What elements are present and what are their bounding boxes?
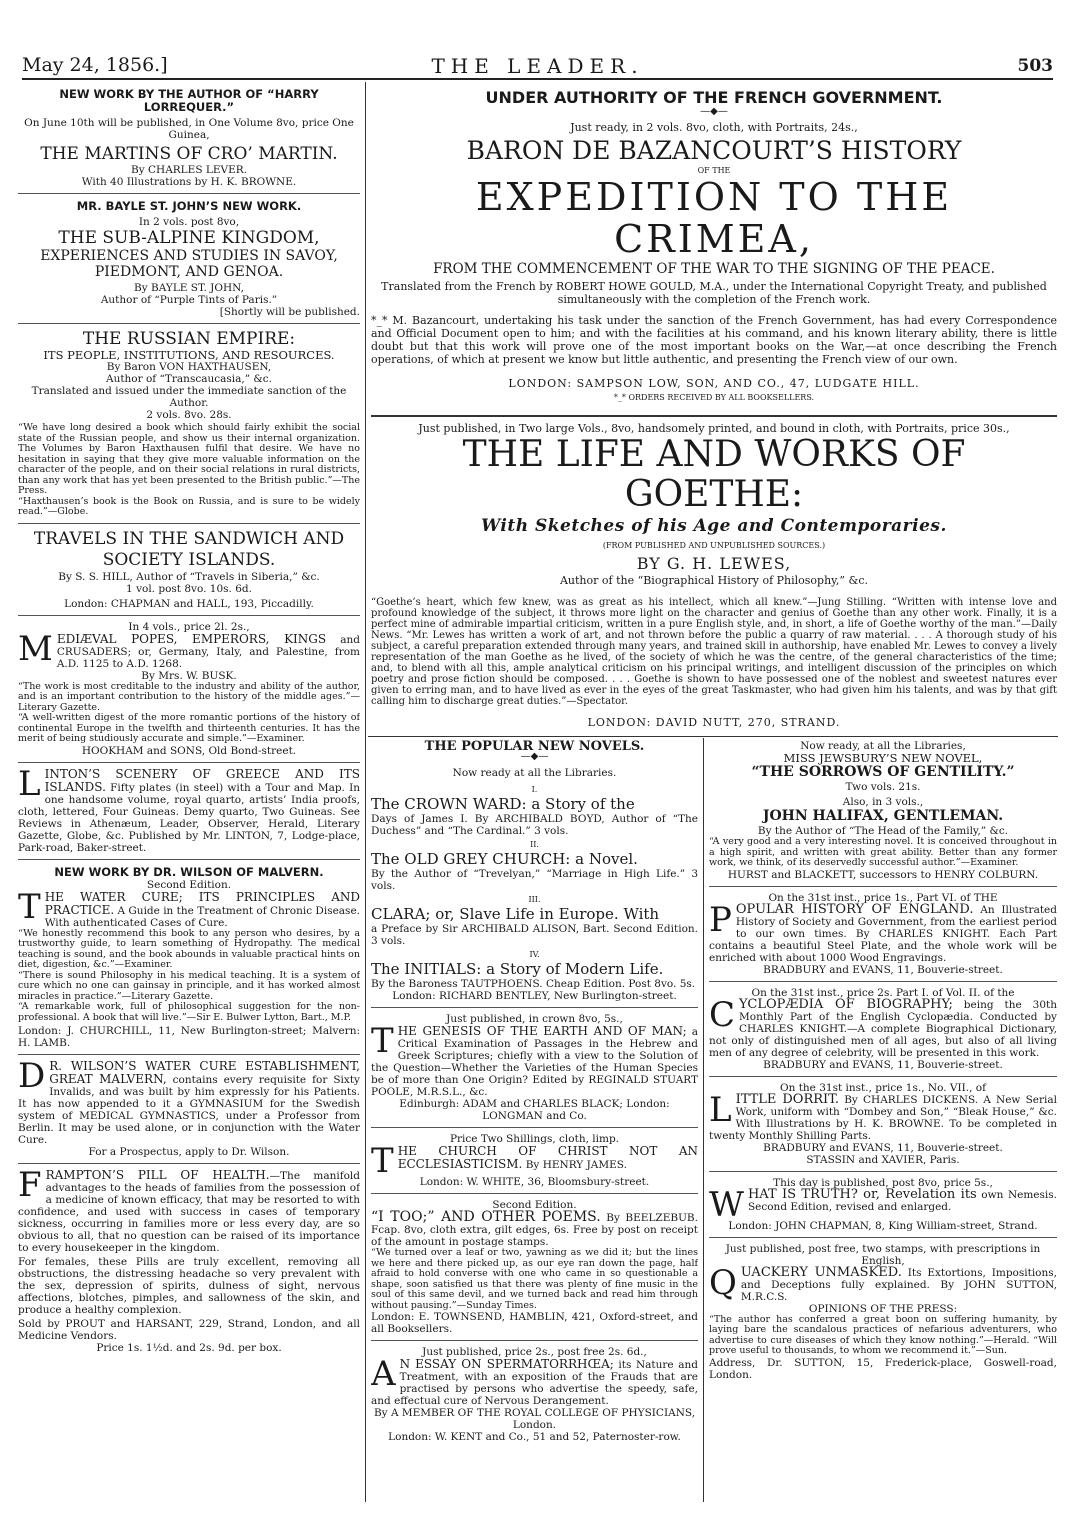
- ad-note: Author of “Purple Tints of Paris.”: [100, 294, 278, 306]
- ad-intro: Just published, in Two large Vols., 8vo, handsomely printed, and bound in cloth, with Portraits, price 30s.,: [418, 422, 1010, 435]
- novel-text: By the Baroness TAUTPHOENS. Cheap Edition. Post 8vo. 5s.: [371, 978, 696, 990]
- ad-publisher: London: J. CHURCHILL, 11, New Burlington-street; Malvern: H. LAMB.: [18, 1025, 360, 1049]
- divider: [709, 1171, 1057, 1172]
- ad-note: (FROM PUBLISHED AND UNPUBLISHED SOURCES.): [602, 541, 826, 550]
- ad-travels-sandwich: [18, 529, 360, 610]
- drop-cap: L: [709, 1089, 732, 1130]
- ad-subtitle: FROM THE COMMENCEMENT OF THE WAR TO THE SIGNING OF THE PEACE.: [433, 261, 995, 277]
- ad-edition: Second Edition.: [146, 878, 232, 891]
- ad-text: Fifty plates (in steel) with a Tour and Map. In one handsome volume, royal quarto, artists’ India proofs, cloth, lettered, Four Guineas. Demy quarto, Two Guineas. See Reviews in Athenæum, Leader, Observer, Herald, Literary Gazette, Globe, &c. Published by Mr. LINTON, 7, Lodge-place, Park-road, Baker-street.: [18, 781, 360, 854]
- divider: [371, 1127, 698, 1128]
- ad-price: Just published, in crown 8vo, 5s.,: [446, 1013, 623, 1025]
- ad-heading: UNDER AUTHORITY OF THE FRENCH GOVERNMENT.: [485, 88, 943, 107]
- ad-what-is-truth: [709, 1177, 1057, 1232]
- ad-publisher: BRADBURY and EVANS, 11, Bouverie-street.: [763, 963, 1003, 976]
- ad-publisher: London: W. WHITE, 36, Bloomsbury-street.: [419, 1176, 650, 1188]
- ad-publisher: Address, Dr. SUTTON, 15, Frederick-place, Goswell-road, London.: [709, 1356, 1057, 1381]
- ad-publisher: Edinburgh: ADAM and CHARLES BLACK; London: LONGMAN and Co.: [399, 1098, 670, 1122]
- ad-title: INTON’S SCENERY OF GREECE AND ITS ISLANDS.: [44, 766, 360, 794]
- novels-column: [371, 740, 698, 1500]
- ad-church-of-christ: [371, 1133, 698, 1188]
- review-quote: “There is sound Philosophy in his medical teaching. It is a system of cure which no one can gainsay in principle, and it has worked almost miracles in practice.”—Literary Gazette.: [18, 969, 360, 1002]
- ad-subtitle: ITS PEOPLE, INSTITUTIONS, AND RESOURCES.: [43, 348, 335, 362]
- novel-title: The OLD GREY CHURCH: a Novel.: [371, 850, 638, 868]
- ad-publisher: HOOKHAM and SONS, Old Bond-street.: [81, 744, 297, 757]
- ad-publisher: London: W. KENT and Co., 51 and 52, Paternoster-row.: [388, 1431, 681, 1443]
- review-quote: “We turned over a leaf or two, yawning as we did it; but the lines we here and there picked up, as our eye ran down the page, half afraid to hold converse with one who came in so questionable a shape, soon satisfied us that there was plenty of fine music in the soul of this same devil, and we turned back and read him through without pausing.”—Sunday Times.: [371, 1247, 698, 1311]
- ad-heading: NEW WORK BY THE AUTHOR OF “HARRY LORREQUER.”: [59, 88, 319, 114]
- ad-publisher: HURST and BLACKETT, successors to HENRY COLBURN.: [727, 868, 1039, 881]
- ad-wilson-water-cure: [18, 865, 360, 1050]
- column-divider: [703, 738, 704, 1502]
- ad-title: YCLOPÆDIA OF BIOGRAPHY;: [739, 996, 953, 1012]
- ad-text: and CRUSADERS; or, Germany, Italy, and Palestine, from A.D. 1125 to A.D. 1268.: [56, 633, 360, 670]
- ad-linton-greece: [18, 763, 360, 854]
- ad-title: “I TOO;” AND OTHER POEMS.: [371, 1209, 601, 1225]
- ad-cyclopaedia: [709, 987, 1057, 1071]
- drop-cap: T: [371, 1141, 394, 1181]
- drop-cap: C: [709, 994, 736, 1035]
- ad-heading: NEW WORK BY DR. WILSON OF MALVERN.: [54, 864, 324, 879]
- ad-note: [Shortly will be published.: [219, 306, 360, 318]
- ad-subtitle: With Sketches of his Age and Contemporaries.: [481, 516, 947, 536]
- ad-subtitle: EXPERIENCES AND STUDIES IN SAVOY, PIEDMONT, AND GENOA.: [40, 248, 338, 280]
- ad-price: 1 vol. post 8vo. 10s. 6d.: [126, 582, 252, 595]
- right-lower-column: [709, 740, 1057, 1500]
- ad-title: RAMPTON’S PILL OF HEALTH.: [45, 1168, 270, 1182]
- ad-author: BY G. H. LEWES,: [636, 554, 792, 573]
- review-quote: “Goethe’s heart, which few knew, was as great as his intellect, which all knew.”—Jung Stilling. “Written with intense love and profound knowledge of the subject, it throws more light on the character and genius of Goethe than any other work. Finally, it is a perfect mine of admirable impartial criticism, written in a pure English style, and, in short, a life of Goethe worthy of the man.”—Daily News. “Mr. Lewes has written a work of art, and not thrown before the public a quarry of raw material. . . . A thorough study of his subject, a careful preparation extended through many years, and trained skill in authorship, have enabled Mr. Lewes to convey a lively representation of the man Goethe as he lived, of the society of which he was the centre, of the general characteristics of the time; and, to blend with all this, ample analytical criticism on his principal writings, and intelligent discussion of the principles on which poetry and prose fiction should be composed. . . . Goethe is shown to have possessed one of the noblest and sweetest natures ever given to erring man, and to have lived as ever in the eyes of the great Taskmaster, who had given him his talents, and was by that gift calling him to discharge great duties.”—Spectator.: [371, 597, 1057, 707]
- ad-author: By A MEMBER OF THE ROYAL COLLEGE OF PHYSICIANS, London.: [373, 1407, 696, 1431]
- novel-text: By the Author of “Trevelyan,” “Marriage in High Life.” 3 vols.: [371, 868, 698, 892]
- ad-popular-history: [709, 892, 1057, 976]
- ad-title: HE GENESIS OF THE EARTH AND OF MAN;: [397, 1024, 687, 1038]
- review-quote: “Haxthausen’s book is the Book on Russia, and is sure to be widely read.”—Globe.: [18, 495, 360, 517]
- novel-title: The CROWN WARD: a Story of the: [371, 795, 635, 813]
- ad-note: Translated and issued under the immediate sanction of the Author.: [31, 385, 347, 409]
- ad-title: UACKERY UNMASKED.: [740, 1264, 902, 1280]
- drop-cap: F: [18, 1165, 42, 1205]
- ad-essay: [371, 1346, 698, 1443]
- ad-text: a Critical Examination of Passages in the Hebrew and Greek Scriptures; chiefly with a view to the Solution of the Question—Whether the Varieties of the Human Species be of more than One Origin? Edited by REGINALD STUART POOLE, M.R.S.L., &c.: [371, 1026, 698, 1098]
- drop-cap: A: [371, 1354, 396, 1394]
- ad-title: THE RUSSIAN EMPIRE:: [82, 329, 296, 349]
- ad-publisher: London: JOHN CHAPMAN, 8, King William-street, Strand.: [728, 1219, 1038, 1232]
- divider: [371, 1340, 698, 1341]
- drop-cap: W: [709, 1184, 744, 1225]
- issue-date: May 24, 1856.]: [22, 54, 168, 76]
- column-divider: [365, 82, 366, 1502]
- ad-price: 2 vols. 8vo. 28s.: [146, 409, 232, 421]
- drop-cap: P: [709, 899, 732, 940]
- drop-cap: Q: [709, 1262, 737, 1303]
- ad-title: EDIÆVAL POPES, EMPERORS, KINGS: [56, 631, 327, 646]
- ad-intro: Just published, post free, two stamps, with prescriptions in English,: [725, 1242, 1041, 1267]
- ad-author: By BAYLE ST. JOHN,: [134, 282, 244, 294]
- drop-cap: M: [18, 628, 53, 669]
- ad-price: Price 1s. 1½d. and 2s. 9d. per box.: [96, 1342, 282, 1354]
- ad-medieval-popes: [18, 621, 360, 757]
- ad-goethe: [371, 423, 1057, 729]
- ad-author: By Mrs. W. BUSK.: [141, 669, 237, 682]
- ad-price: In 4 vols., price 2l. 2s.,: [128, 620, 250, 633]
- drop-cap: L: [18, 763, 41, 804]
- review-quote: “The author has conferred a great boon on suffering humanity, by laying bare the scandalous practices of nefarious adventurers, who advertise to cure diseases of which they know nothing.”—Herald. “Will prove useful to thousands, to whom we recommend it.”—Sun.: [709, 1313, 1057, 1356]
- page-number: 503: [1017, 56, 1053, 76]
- divider: [18, 859, 360, 860]
- ad-intro: On the 31st inst., price 1s., Part VI. of THE: [768, 891, 998, 904]
- ad-title: R. WILSON’S WATER CURE ESTABLISHMENT, GREAT MALVERN,: [49, 1059, 360, 1086]
- ad-text: By CHARLES DICKENS. A New Serial Work, uniform with “Dombey and Son,” “Bleak House,” &c. With Illustrations by H. K. BROWNE. To be completed in twenty Monthly Shilling Parts.: [709, 1093, 1057, 1142]
- review-quote: “A well-written digest of the more romantic portions of the history of continental Europe in the twelfth and thirteenth centuries. It has the merit of being studiously accurate and simple.”—Examiner.: [18, 712, 360, 744]
- divider: [18, 193, 360, 194]
- review-quote: “The work is most creditable to the industry and ability of the author, and is an important contribution to the history of the middle ages.”—Literary Gazette.: [18, 680, 360, 713]
- drop-cap: T: [18, 886, 41, 927]
- ad-text: A Guide in the Treatment of Chronic Disease. With authenticated Cases of Cure.: [44, 904, 360, 929]
- review-quote: “A remarkable work, full of philosophical suggestion for the non-professional. A book that will live.”—Sir E. Bulwer Lytton, Bart., M.P.: [18, 1001, 360, 1023]
- ad-author: By the Author of “The Head of the Family,” &c.: [757, 825, 1009, 837]
- ad-title: TRAVELS IN THE SANDWICH AND SOCIETY ISLANDS.: [33, 528, 345, 570]
- ad-publisher: LONDON: DAVID NUTT, 270, STRAND.: [587, 716, 841, 729]
- ad-note: Author of the “Biographical History of Philosophy,” &c.: [559, 574, 868, 587]
- ad-text: its Nature and Treatment, with an exposition of the Frauds that are practised by persons who advertise the speedy, safe, and effectual cure of Nervous Derangement.: [371, 1359, 698, 1407]
- ad-intro: In 2 vols. post 8vo,: [138, 216, 240, 228]
- ad-title: “THE SORROWS OF GENTILITY.”: [751, 764, 1015, 780]
- ad-title: HE WATER CURE; ITS PRINCIPLES AND PRACTICE.: [44, 889, 360, 917]
- ad-frampton-pill: [18, 1165, 360, 1354]
- novel-text: a Preface by Sir ARCHIBALD ALISON, Bart. Second Edition. 3 vols.: [371, 923, 698, 947]
- ad-title: THE MARTINS OF CRO’ MARTIN.: [40, 144, 338, 164]
- ad-intro: This day is published, post 8vo, price 5s.,: [773, 1176, 993, 1189]
- ad-quackery: [709, 1243, 1057, 1381]
- ad-heading: THE POPULAR NEW NOVELS.: [424, 740, 645, 754]
- ad-title: OPULAR HISTORY OF ENGLAND.: [735, 901, 974, 917]
- ad-price: Just published, price 2s., post free 2s. 6d.,: [422, 1346, 647, 1358]
- divider: [18, 762, 360, 763]
- ad-note: OF THE: [697, 166, 731, 175]
- ad-intro: Now ready, at all the Libraries,: [800, 740, 966, 752]
- ad-publisher: LONDON: SAMPSON LOW, SON, AND CO., 47, LUDGATE HILL.: [508, 377, 920, 390]
- ad-intro: Also, in 3 vols.,: [842, 796, 924, 808]
- ad-price: Price Two Shillings, cloth, limp.: [449, 1133, 620, 1145]
- ad-heading: MR. BAYLE ST. JOHN’S NEW WORK.: [76, 199, 302, 213]
- divider: [709, 981, 1057, 982]
- ad-genesis: [371, 1013, 698, 1122]
- ad-text: —The manifold advantages to the heads of families from the possession of a medicine of known efficacy, that may be resorted to with confidence, and used with success in cases of temporary sickness, occurring in families more or less every day, are so obvious to all, that no question can be raised of its importance to every housekeeper in the kingdom.: [18, 1170, 360, 1254]
- divider: [709, 1076, 1057, 1077]
- ad-note: With 40 Illustrations by H. K. BROWNE.: [81, 176, 297, 188]
- ad-title: THE LIFE AND WORKS OF GOETHE:: [462, 434, 966, 515]
- ad-text: By BEELZEBUB. Fcap. 8vo, cloth extra, gilt edges, 6s. Free by post on receipt of the amount in postage stamps.: [371, 1212, 698, 1248]
- ad-author: By CHARLES LEVER.: [131, 164, 247, 176]
- ad-note: Translated from the French by ROBERT HOWE GOULD, M.A., under the International Copyright Treaty, and published simultaneously with the completion of the French work.: [381, 280, 1047, 306]
- novel-text: Days of James I. By ARCHIBALD BOYD, Author of “The Duchess” and “The Cardinal.” 3 vols.: [371, 813, 698, 837]
- divider: [709, 886, 1057, 887]
- divider: [18, 523, 360, 524]
- ad-title: HE CHURCH OF CHRIST NOT AN ECCLESIASTICISM.: [397, 1144, 698, 1171]
- ad-text: being the 30th Monthly Part of the English Cyclopædia. Conducted by CHARLES KNIGHT.—A complete Biographical Dictionary, not only of distinguished men of all ages, but also of all living men of any degree of celebrity, will be presented in this work.: [709, 998, 1057, 1059]
- ad-publisher: Sold by PROUT and HARSANT, 229, Strand, London, and all Medicine Vendors.: [18, 1318, 360, 1342]
- ad-crimea-expedition: [371, 88, 1057, 403]
- divider: [18, 1054, 360, 1055]
- ad-publisher: STASSIN and XAVIER, Paris.: [806, 1153, 960, 1166]
- novel-number: I.: [531, 785, 538, 794]
- divider: [18, 615, 360, 616]
- divider: [371, 1193, 698, 1194]
- review-quote: “A very good and a very interesting novel. It is conceived throughout in a high spirit, and written with great ability. Better than any former work, we think, of its deservedly successful author.”—Examiner.: [709, 836, 1057, 868]
- ad-jewsbury: [709, 740, 1057, 793]
- ad-text: contains every requisite for Sixty Invalids, and was built by him expressly for his Patients. It has now appended to it a GYMNASIUM for the Swedish system of MEDICAL GYMNASTICS, under a Professor from Berlin. It may be used alone, or in conjunction with the Water Cure.: [18, 1074, 360, 1146]
- ad-intro: On June 10th will be published, in One Volume 8vo, price One Guinea,: [24, 117, 354, 141]
- ad-intro: On the 31st inst., price 2s. Part I. of Vol. II. of the: [751, 986, 1015, 999]
- ad-title: EXPEDITION TO THE CRIMEA,: [475, 175, 953, 261]
- divider: [18, 323, 360, 324]
- ad-text: An Illustrated History of Society and Government, from the earliest period to our own times. By CHARLES KNIGHT. Each Part contains a beautiful Steel Plate, and the whole work will be enriched with about 1000 Wood Engravings.: [709, 903, 1057, 964]
- divider: [371, 415, 1057, 417]
- ad-publisher: London: RICHARD BENTLEY, New Burlington-street.: [392, 990, 677, 1002]
- divider: [371, 1007, 698, 1008]
- ad-subheading: OPINIONS OF THE PRESS:: [808, 1302, 958, 1315]
- review-quote: “We have long desired a book which should fairly exhibit the social state of the Russian people, and show us their internal organization. The Volumes by Baron Haxthausen fulfil that desire. We have no hesitation in saying that they give more valuable information on the character of the people, and on their social relations in rural districts, than any work that has yet been presented to the British public.”—The Press.: [18, 422, 360, 496]
- ornament: —◆—: [700, 106, 728, 117]
- left-column: [18, 88, 360, 1498]
- ad-text: *_* M. Bazancourt, undertaking his task under the sanction of the French Government, has had every Correspondence and Official Document open to him; and with the facilities at his command, and his known literary ability, there is little doubt but that this work will prove one of the most important books on the War,—at once describing the French operations, of which at present we know but little authentic, and presenting the French view of our own.: [371, 314, 1057, 366]
- ad-title: THE SUB-ALPINE KINGDOM,: [58, 228, 320, 248]
- newspaper-title: THE LEADER.: [431, 54, 644, 78]
- drop-cap: D: [18, 1056, 46, 1096]
- novel-title: CLARA; or, Slave Life in Europe. With: [371, 905, 660, 923]
- page-header: [22, 50, 1053, 80]
- ad-note: Author of “Transcaucasia,” &c.: [105, 373, 272, 385]
- ad-title: MISS JEWSBURY’S NEW NOVEL,: [783, 751, 983, 765]
- divider: [709, 1237, 1057, 1238]
- ad-publisher: BRADBURY and EVANS, 11, Bouverie-street.: [763, 1058, 1003, 1071]
- ornament: —◆—: [520, 751, 549, 762]
- ad-russian-empire: [18, 329, 360, 518]
- ad-edition: Second Edition.: [492, 1199, 577, 1211]
- ad-author: By S. S. HILL, Author of “Travels in Siberia,” &c.: [58, 570, 320, 583]
- ad-i-too-poems: [371, 1199, 698, 1335]
- novel-title: The INITIALS: a Story of Modern Life.: [371, 960, 664, 978]
- ad-little-dorrit: [709, 1082, 1057, 1166]
- novel-number: II.: [530, 840, 539, 849]
- ad-publisher: BRADBURY and EVANS, 11, Bouverie-street.: [763, 1141, 1003, 1154]
- divider: [18, 1163, 360, 1164]
- ad-price: Two vols. 21s.: [845, 781, 921, 793]
- ad-john-halifax: [709, 796, 1057, 881]
- right-upper-section: [371, 88, 1057, 738]
- ad-harry-lorrequer: [18, 88, 360, 188]
- ad-author: By Baron VON HAXTHAUSEN,: [106, 361, 272, 373]
- novel-number: IV.: [529, 950, 540, 959]
- ad-title: HAT IS TRUTH? or, Revelation its: [747, 1186, 977, 1202]
- review-quote: “We honestly recommend this book to any person who desires, by a trustworthy guide, to learn something of Hydropathy. The medical teaching is sound, and the book abounds in valuable practical hints on diet, digestion, &c.”—Examiner.: [18, 927, 360, 970]
- ad-wilson-establishment: [18, 1056, 360, 1158]
- ad-note: For a Prospectus, apply to Dr. Wilson.: [88, 1146, 290, 1158]
- novel-number: III.: [528, 895, 541, 904]
- drop-cap: T: [371, 1021, 394, 1061]
- ad-title: JOHN HALIFAX, GENTLEMAN.: [762, 808, 1004, 824]
- ad-title: BARON DE BAZANCOURT’S HISTORY: [466, 136, 962, 165]
- ad-text: For females, these Pills are truly excellent, removing all obstructions, the distressing headache so very prevalent with the sex, depression of spirits, dulness of sight, nervous affections, blotches, pimples, and sallowness of the skin, and produce a healthy complexion.: [18, 1256, 360, 1316]
- ad-note: *_* ORDERS RECEIVED BY ALL BOOKSELLERS.: [613, 393, 815, 402]
- ad-text: Its Extortions, Impositions, and Deceptions fully explained. By JOHN SUTTON, M.R.C.S.: [740, 1266, 1057, 1303]
- ad-author: By HENRY JAMES.: [525, 1159, 627, 1171]
- ad-intro: On the 31st inst., price 1s., No. VII., of: [779, 1081, 986, 1094]
- ad-publisher: London: E. TOWNSEND, HAMBLIN, 421, Oxford-street, and all Booksellers.: [371, 1311, 698, 1335]
- ad-bayle-st-john: [18, 199, 360, 318]
- ad-title: ITTLE DORRIT.: [735, 1091, 840, 1107]
- ad-publisher: London: CHAPMAN and HALL, 193, Piccadilly.: [64, 597, 314, 610]
- ad-intro: Just ready, in 2 vols. 8vo, cloth, with Portraits, 24s.,: [570, 121, 858, 134]
- ad-text: own Nemesis. Second Edition, revised and enlarged.: [747, 1188, 1057, 1213]
- ad-title: N ESSAY ON SPERMATORRHŒA;: [399, 1357, 614, 1371]
- ad-popular-novels: [371, 741, 698, 1002]
- ad-intro: Now ready at all the Libraries.: [452, 767, 617, 779]
